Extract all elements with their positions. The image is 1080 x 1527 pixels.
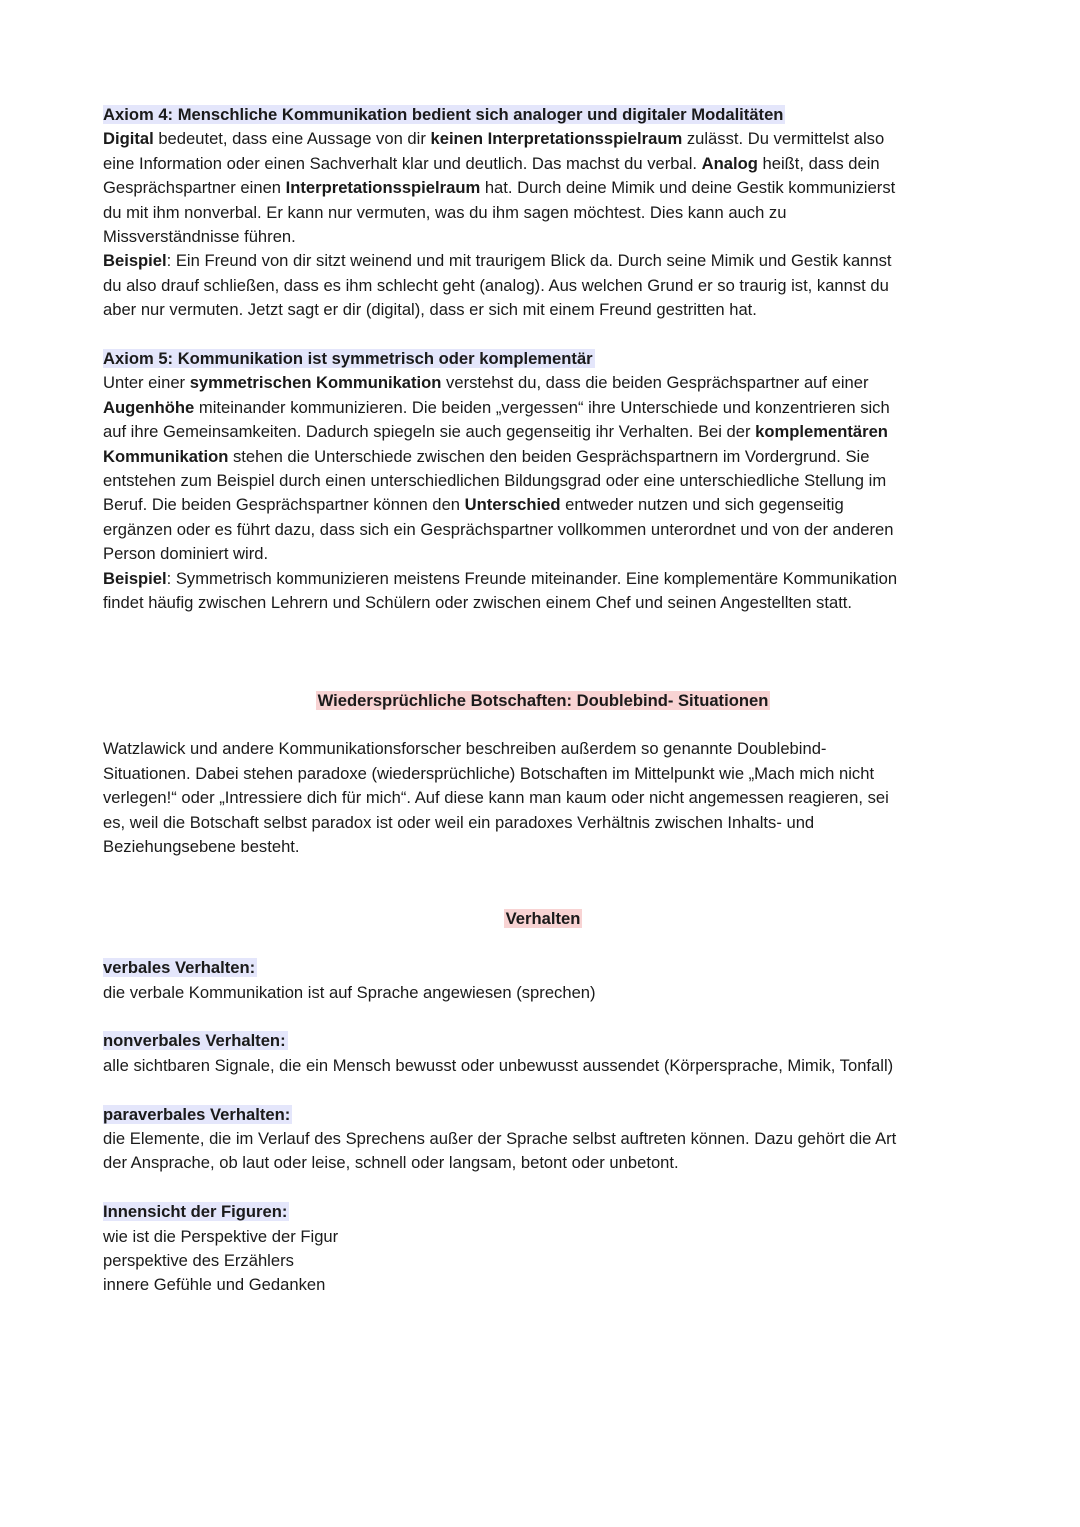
axiom-5-line: auf ihre Gemeinsamkeiten. Dadurch spiegeln sie auch gegenseitig ihr Verhalten. Bei der komplementären: [103, 422, 888, 442]
doublebind-line: verlegen!“ oder „Intressiere dich für mich“. Auf diese kann man kaum oder nicht angemessen reagieren, sei: [103, 788, 889, 808]
doublebind-line: Watzlawick und andere Kommunikationsforscher beschreiben außerdem so genannte Doublebind-: [103, 739, 827, 759]
nonverbal-text: alle sichtbaren Signale, die ein Mensch bewusst oder unbewusst aussendet (Körpersprache, Mimik, Tonfall): [103, 1055, 894, 1075]
axiom-5-line: Person dominiert wird.: [103, 544, 269, 564]
innensicht-item: wie ist die Perspektive der Figur: [103, 1226, 339, 1246]
axiom-4-line: Digital bedeutet, dass eine Aussage von dir keinen Interpretationsspielraum zulässt. Du vermittelst also: [103, 129, 885, 149]
axiom-5-heading: Axiom 5: Kommunikation ist symmetrisch oder komplementär: [103, 349, 593, 369]
axiom-5-example: Beispiel: Symmetrisch kommunizieren meistens Freunde miteinander. Eine komplementäre Kommunikation: [103, 568, 898, 588]
paraverbal-label: paraverbales Verhalten:: [103, 1104, 291, 1124]
verhalten-heading: Verhalten: [505, 909, 581, 929]
axiom-4-line: Gesprächspartner einen Interpretationsspielraum hat. Durch deine Mimik und deine Gestik kommunizierst: [103, 178, 896, 198]
doublebind-line: es, weil die Botschaft selbst paradox ist oder weil ein paradoxes Verhältnis zwischen Inhalts- und: [103, 812, 815, 832]
verbal-text: die verbale Kommunikation ist auf Sprache angewiesen (sprechen): [103, 982, 596, 1002]
verbal-label: verbales Verhalten:: [103, 958, 256, 978]
axiom-5-line: Beruf. Die beiden Gesprächspartner können den Unterschied entweder nutzen und sich gegenseitig: [103, 495, 844, 515]
axiom-4-line: eine Information oder einen Sachverhalt klar und deutlich. Das machst du verbal. Analog heißt, dass dein: [103, 153, 880, 173]
doublebind-section: [103, 689, 983, 860]
paraverbal-text: der Ansprache, ob laut oder leise, schnell oder langsam, betont oder unbetont.: [103, 1153, 679, 1173]
axiom-4-heading: Axiom 4: Menschliche Kommunikation bedient sich analoger und digitaler Modalitäten: [103, 105, 784, 124]
document-page: [103, 103, 983, 1298]
axiom-5-example-line: findet häufig zwischen Lehrern und Schülern oder zwischen einem Chef und seinen Angestellten statt.: [103, 593, 853, 613]
doublebind-heading: Wiedersprüchliche Botschaften: Doublebind- Situationen: [317, 690, 769, 710]
nonverbal-label: nonverbales Verhalten:: [103, 1031, 286, 1051]
axiom-4-line: du mit ihm nonverbal. Er kann nur vermuten, was du ihm sagen möchtest. Dies kann auch zu: [103, 202, 787, 222]
doublebind-line: Beziehungsebene besteht.: [103, 836, 300, 856]
innensicht-label: Innensicht der Figuren:: [103, 1202, 288, 1222]
doublebind-line: Situationen. Dabei stehen paradoxe (wiedersprüchliche) Botschaften im Mittelpunkt wie „Mach mich nicht: [103, 763, 875, 783]
axiom-5-line: Kommunikation stehen die Unterschiede zwischen den beiden Gesprächspartnern im Vordergrund. Sie: [103, 446, 870, 466]
axiom-5-line: Augenhöhe miteinander kommunizieren. Die beiden „vergessen“ ihre Unterschiede und konzentrieren sich: [103, 397, 890, 417]
verhalten-section: [103, 907, 983, 1297]
axiom-4-example-line: aber nur vermuten. Jetzt sagt er dir (digital), dass er sich mit einem Freund gestritten hat.: [103, 300, 757, 320]
axiom-4-section: [103, 103, 983, 323]
axiom-4-example: Beispiel: Ein Freund von dir sitzt weinend und mit traurigem Blick da. Durch seine Mimik und Gestik kannst: [103, 251, 892, 271]
axiom-4-line: Missverständnisse führen.: [103, 227, 296, 247]
axiom-5-line: Unter einer symmetrischen Kommunikation verstehst du, dass die beiden Gesprächspartner auf einer: [103, 373, 869, 393]
axiom-5-section: [103, 347, 983, 615]
paraverbal-text: die Elemente, die im Verlauf des Sprechens außer der Sprache selbst auftreten können. Dazu gehört die Art: [103, 1128, 897, 1148]
innensicht-item: perspektive des Erzählers: [103, 1250, 294, 1270]
axiom-4-example-line: du also drauf schließen, dass es ihm schlecht geht (analog). Aus welchen Grund er so traurig ist, kannst du: [103, 275, 889, 295]
axiom-5-line: ergänzen oder es führt dazu, dass sich ein Gesprächspartner vollkommen unterordnet und von der anderen: [103, 519, 894, 539]
axiom-5-line: entstehen zum Beispiel durch einen unterschiedlichen Bildungsgrad oder eine unterschiedliche Stellung im: [103, 471, 887, 491]
innensicht-item: innere Gefühle und Gedanken: [103, 1275, 326, 1295]
